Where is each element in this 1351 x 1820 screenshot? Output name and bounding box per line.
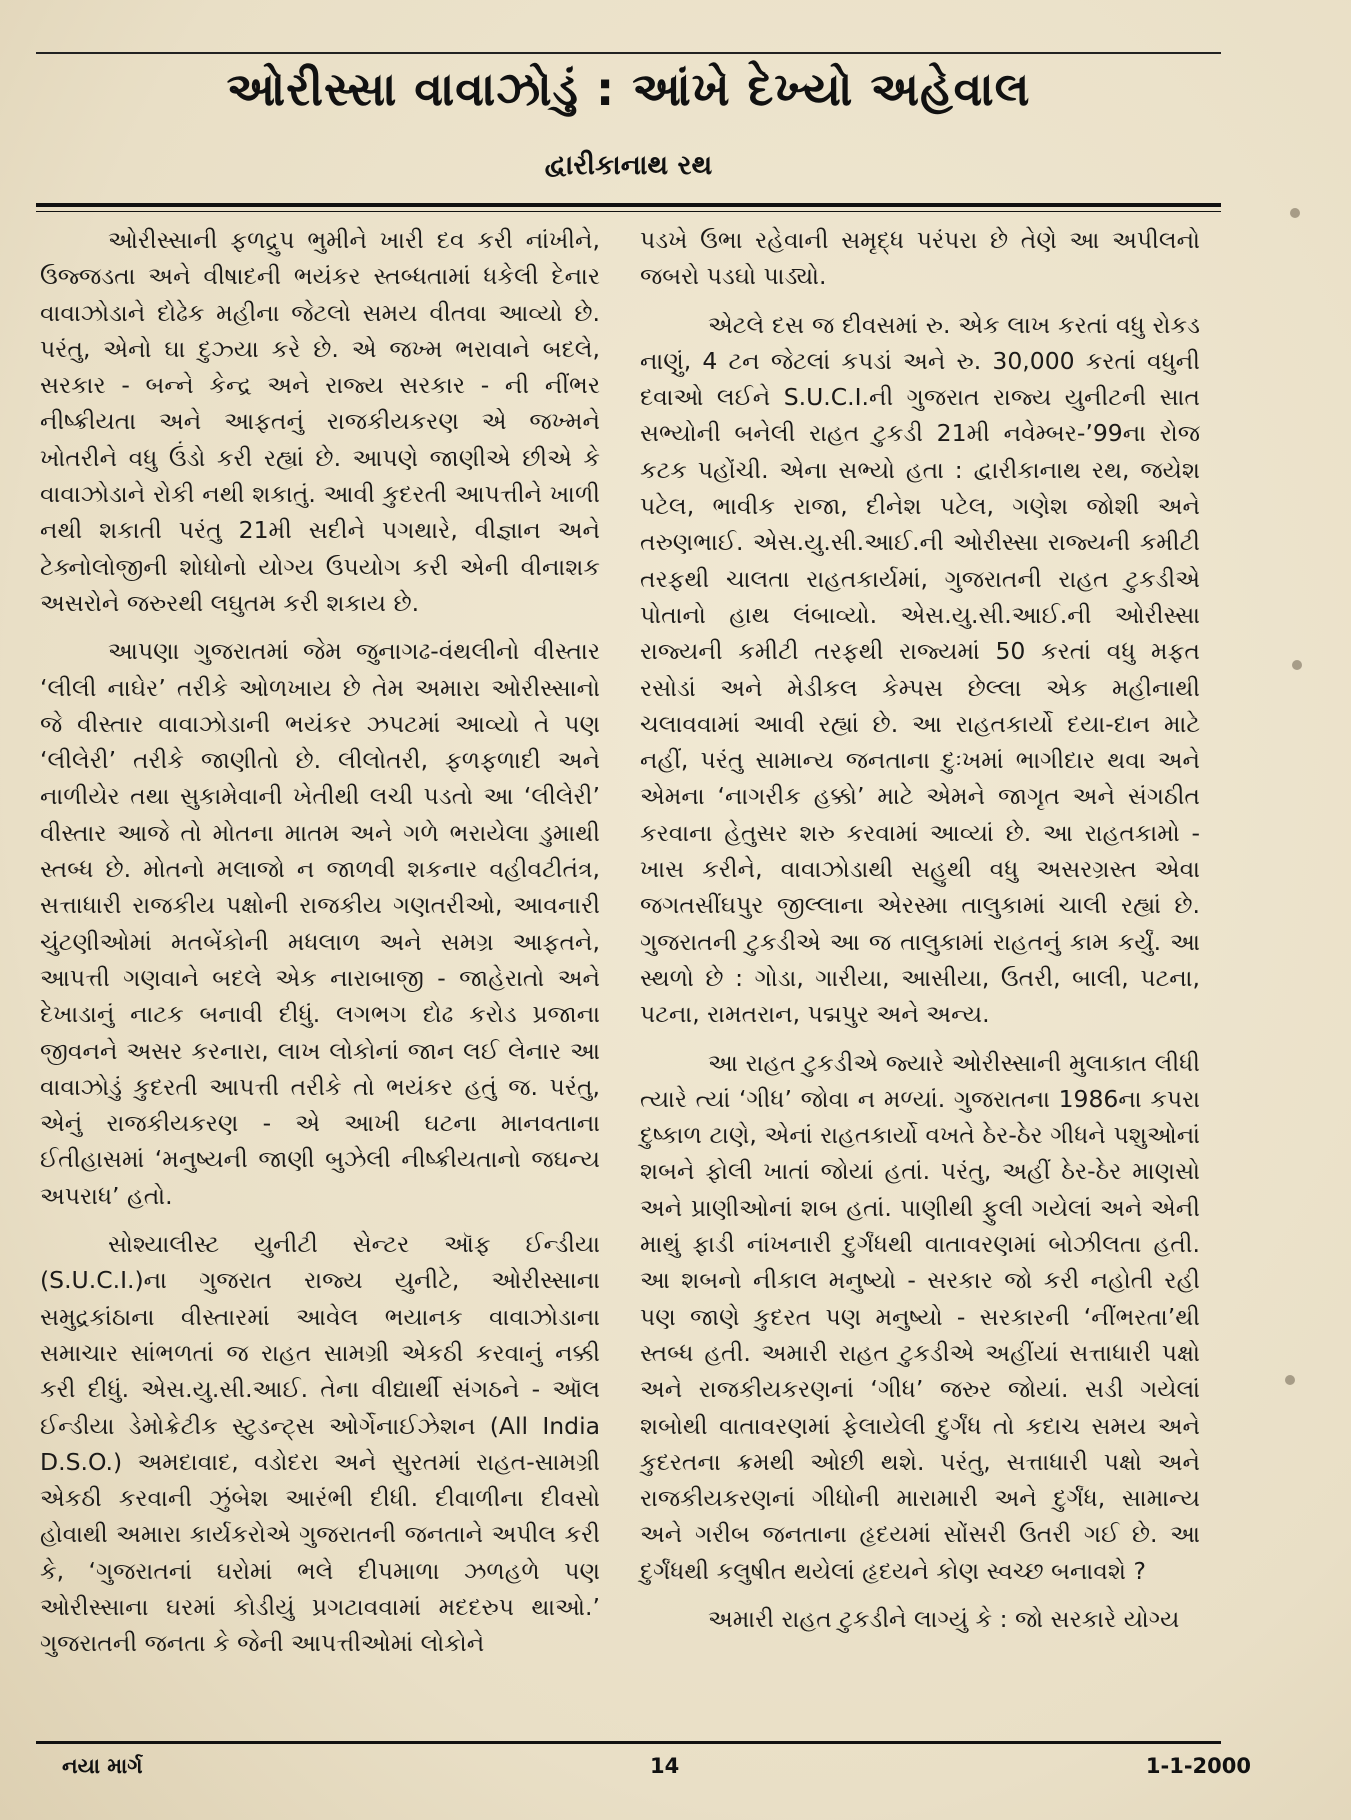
paragraph: સોશ્યાલીસ્ટ યુનીટી સેન્ટર ઑફ ઈન્ડીયા (S.U.C.I.)ના ગુજરાત રાજ્ય યુનીટે, ઓરીસ્સાના સમુદ્રકાંઠાના વીસ્તારમાં આવેલ ભયાનક વાવાઝોડાના સમાચાર સાંભળતાં જ રાહત સામગ્રી એકઠી કરવાનું નક્કી કરી દીધું. એસ.યુ.સી.આઈ. તેના વીદ્યાર્થી સંગઠને - ઑલ ઈન્ડીયા ડેમોક્રેટીક સ્ટુડન્ટ્સ ઓર્ગેનાઈઝેશન (All India D.S.O.) અમદાવાદ, વડોદરા અને સુરતમાં રાહત-સામગ્રી એકઠી કરવાની ઝુંબેશ આરંભી દીધી. દીવાળીના દીવસો હોવાથી અમારા કાર્યકરોએ ગુજરાતની જનતાને અપીલ કરી કે, ‘ગુજરાતનાં ઘરોમાં ભલે દીપમાળા ઝળહળે પણ ઓરીસ્સાના ઘરમાં કોડીયું પ્રગટાવવામાં મદદરુપ થાઓ.’ ગુજરાતની જનતા કે જેની આપત્તીઓમાં લોકોને bbox=[40, 1230, 600, 1658]
paragraph: ઓરીસ્સાની ફળદ્રુપ ભુમીને ખારી દવ કરી નાંખીને, ઉજ્જડતા અને વીષાદની ભયંકર સ્તબ્ધતામાં ધકેલી દેનાર વાવાઝોડાને દોઢેક મહીના જેટલો સમય વીતવા આવ્યો છે. પરંતુ, એનો ઘા દુઝ્યા કરે છે. એ જખ્મ ભરાવાને બદલે, સરકાર - બન્ને કેન્દ્ર અને રાજ્ય સરકાર - ની નીંભર નીષ્ક્રીયતા અને આફતનું રાજકીયકરણ એ જખ્મને ખોતરીને વધુ ઉંડો કરી રહ્યાં છે. આપણે જાણીએ છીએ કે વાવાઝોડાને રોકી નથી શકાતું. આવી કુદરતી આપત્તીને ખાળી નથી શકાતી પરંતુ 21મી સદીને પગથારે, વીજ્ઞાન અને ટેક્નોલોજીની શોધોનો યોગ્ય ઉપયોગ કરી એની વીનાશક અસરોને જરુરથી લઘુતમ કરી શકાય છે. bbox=[40, 226, 600, 617]
right-column bbox=[640, 222, 1200, 1722]
paragraph: પડખે ઉભા રહેવાની સમૃદ્ધ પરંપરા છે તેણે આ અપીલનો જબરો પડઘો પાડ્યો. bbox=[640, 226, 1200, 291]
paragraph: અમારી રાહત ટુકડીને લાગ્યું કે : જો સરકારે યોગ્ય bbox=[708, 1604, 1180, 1633]
paragraph: આ રાહત ટુકડીએ જ્યારે ઓરીસ્સાની મુલાકાત લીધી ત્યારે ત્યાં ‘ગીધ’ જોવા ન મળ્યાં. ગુજરાતના 1986ના કપરા દુષ્કાળ ટાણે, એનાં રાહતકાર્યો વખતે ઠેર-ઠેર ગીધને પશુઓનાં શબને ફોલી ખાતાં જોયાં હતાં. પરંતુ, અહીં ઠેર-ઠેર માણસો અને પ્રાણીઓનાં શબ હતાં. પાણીથી ફુલી ગયેલાં અને એની માથું ફાડી નાંખનારી દુર્ગંધથી વાતાવરણમાં બોઝીલતા હતી. આ શબનો નીકાલ મનુષ્યો - સરકાર જો કરી નહોતી રહી પણ જાણે કુદરત પણ મનુષ્યો - સરકારની ‘નીંભરતા’થી સ્તબ્ધ હતી. અમારી રાહત ટુકડીએ અહીંયાં સત્તાધારી પક્ષો અને રાજકીયકરણનાં ‘ગીધ’ જરુર જોયાં. સડી ગયેલાં શબોથી વાતાવરણમાં ફેલાયેલી દુર્ગંધ તો કદાચ સમય અને કુદરતના ક્રમથી ઓછી થશે. પરંતુ, સત્તાધારી પક્ષો અને રાજકીયકરણનાં ગીધોની મારામારી અને દુર્ગંધ, સામાન્ય અને ગરીબ જનતાના હૃદયમાં સોંસરી ઉતરી ગઈ છે. આ દુર્ગંધથી કલુષીત થયેલાં હૃદયને કોણ સ્વચ્છ બનાવશે ? bbox=[640, 1048, 1200, 1585]
paragraph: આપણા ગુજરાતમાં જેમ જુનાગઢ-વંથલીનો વીસ્તાર ‘લીલી નાઘેર’ તરીકે ઓળખાય છે તેમ અમારા ઓરીસ્સાનો જે વીસ્તાર વાવાઝોડાની ભયંકર ઝપટમાં આવ્યો તે પણ ‘લીલેરી’ તરીકે જાણીતો છે. લીલોતરી, ફળફળાદી અને નાળીયેર તથા સુકામેવાની ખેતીથી લચી પડતો આ ‘લીલેરી’ વીસ્તાર આજે તો મોતના માતમ અને ગળે ભરાયેલા ડુમાથી સ્તબ્ધ છે. મોતનો મલાજો ન જાળવી શકનાર વહીવટીતંત્ર, સત્તાધારી રાજકીય પક્ષોની રાજકીય ગણતરીઓ, આવનારી ચુંટણીઓમાં મતબેંકોની મધલાળ અને સમગ્ર આફતને, આપત્તી ગણવાને બદલે એક નારાબાજી - જાહેરાતો અને દેખાડાનું નાટક બનાવી દીધું. લગભગ દોઢ કરોડ પ્રજાના જીવનને અસર કરનારા, લાખ લોકોનાં જાન લઈ લેનાર આ વાવાઝોડું કુદરતી આપત્તી તરીકે તો ભયંકર હતું જ. પરંતુ, એનું રાજકીયકરણ - એ આખી ઘટના માનવતાના ઈતીહાસમાં ‘મનુષ્યની જાણી બુઝેલી નીષ્ક્રીયતાનો જઘન્ય અપરાધ’ હતો. bbox=[40, 637, 600, 1210]
header-divider bbox=[36, 203, 1221, 212]
article-title: ઓરીસ્સા વાવાઝોડું : આંખે દેખ્યો અહેવાલ bbox=[226, 62, 1031, 116]
footer-rule bbox=[36, 1741, 1221, 1744]
pin-hole-mark bbox=[1290, 208, 1300, 218]
pin-hole-mark bbox=[1292, 660, 1302, 670]
left-column bbox=[40, 222, 600, 1722]
magazine-name: નયા માર્ગ bbox=[62, 1754, 143, 1778]
page-number: 14 bbox=[650, 1754, 680, 1778]
article-author: દ્વારીકાનાથ રથ bbox=[544, 150, 713, 181]
paragraph: એટલે દસ જ દીવસમાં રુ. એક લાખ કરતાં વધુ રોકડ નાણું, 4 ટન જેટલાં કપડાં અને રુ. 30,000 કરતાં વધુની દવાઓ લઈને S.U.C.I.ની ગુજરાત રાજ્ય યુનીટની સાત સભ્યોની બનેલી રાહત ટુકડી 21મી નવેમ્બર-’99ના રોજ કટક પહોંચી. એના સભ્યો હતા : દ્વારીકાનાથ રથ, જયેશ પટેલ, ભાવીક રાજા, દીનેશ પટેલ, ગણેશ જોશી અને તરુણભાઈ. એસ.યુ.સી.આઈ.ની ઓરીસ્સા રાજ્યની કમીટી તરફથી ચાલતા રાહતકાર્યમાં, ગુજરાતની રાહત ટુકડીએ પોતાનો હાથ લંબાવ્યો. એસ.યુ.સી.આઈ.ની ઓરીસ્સા રાજ્યની કમીટી તરફથી રાજ્યમાં 50 કરતાં વધુ મફત રસોડાં અને મેડીકલ કેમ્પસ છેલ્લા એક મહીનાથી ચલાવવામાં આવી રહ્યાં છે. આ રાહતકાર્યો દયા-દાન માટે નહીં, પરંતુ સામાન્ય જનતાના દુઃખમાં ભાગીદાર થવા અને એમના ‘નાગરીક હક્કો’ માટે એમને જાગૃત અને સંગઠીત કરવાના હેતુસર શરુ કરવામાં આવ્યાં છે. આ રાહતકામો - ખાસ કરીને, વાવાઝોડાથી સહુથી વધુ અસરગ્રસ્ત એવા જગતસીંઘપુર જીલ્લાના એરસ્મા તાલુકામાં ચાલી રહ્યાં છે. ગુજરાતની ટુકડીએ આ જ તાલુકામાં રાહતનું કામ કર્યું. આ સ્થળો છે : ગોડા, ગારીયા, આસીયા, ઉતરી, બાલી, પટના, પટના, રામતરાન, પદ્મપુર અને અન્ય. bbox=[640, 310, 1200, 1029]
pin-hole-mark bbox=[1285, 1375, 1295, 1385]
top-rule bbox=[36, 52, 1221, 54]
issue-date: 1-1-2000 bbox=[1145, 1754, 1251, 1778]
